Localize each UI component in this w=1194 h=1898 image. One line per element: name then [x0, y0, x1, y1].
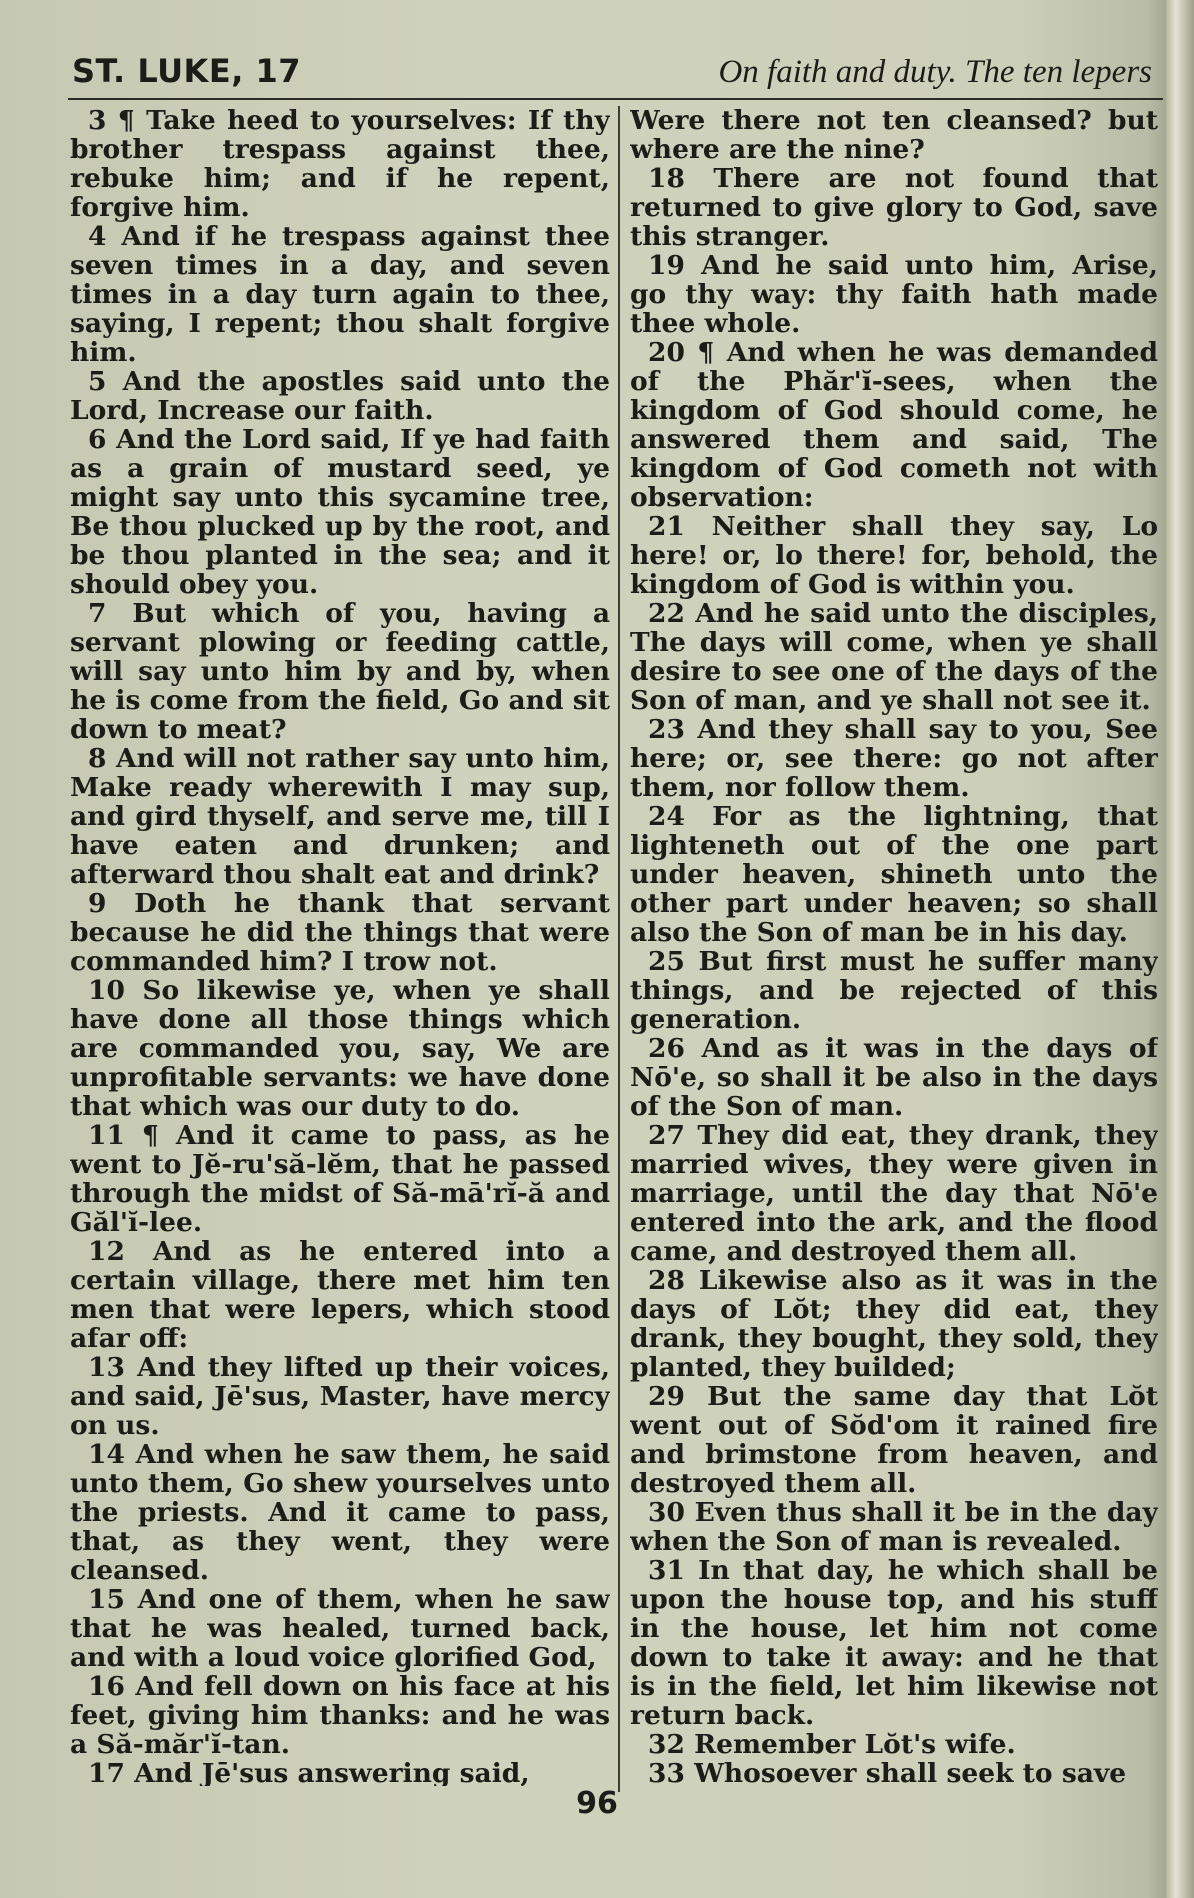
verse-text: Even thus shall it be in the day when the Son of man is revealed.: [630, 1497, 1158, 1557]
verse-number: 9: [88, 888, 107, 919]
verse: [70, 1759, 610, 1786]
verse: [630, 251, 1158, 338]
verse: [630, 1730, 1158, 1759]
verse: [630, 164, 1158, 251]
verse-text: ¶ And it came to pass, as he went to Jĕ-ru'să-lĕm, that he passed through the midst of Să-mā'rĭ-ă and Găl'ĭ-lee.: [70, 1120, 610, 1238]
verse-text: And as he entered into a certain village, there met him ten men that were lepers, which stood afar off:: [70, 1236, 610, 1354]
verse-text: There are not found that returned to give glory to God, save this stranger.: [630, 163, 1158, 252]
verse-text: And Jē'sus answering said,: [134, 1758, 530, 1786]
verse-number: 4: [88, 221, 107, 252]
verse-number: 11: [88, 1120, 125, 1151]
verse: [70, 889, 610, 976]
verse-number: 8: [88, 743, 107, 774]
verse-number: 19: [648, 250, 685, 281]
book-spine-edge: [1166, 0, 1194, 1898]
verse-text: ¶ And when he was demanded of the Phăr'ĭ-sees, when the kingdom of God should come, he answered them and said, The kingdom of God cometh not with observation:: [630, 337, 1158, 513]
verse-number: 14: [88, 1439, 125, 1470]
verse-number: 31: [648, 1555, 685, 1586]
verse-number: 21: [648, 511, 685, 542]
verse: [630, 1121, 1158, 1266]
verse: [630, 599, 1158, 715]
verse: [630, 715, 1158, 802]
verse-number: 16: [88, 1671, 125, 1702]
verse-number: 5: [88, 366, 107, 397]
verse: [630, 1759, 1158, 1786]
verse-number: 25: [648, 946, 685, 977]
verse-text: And the Lord said, If ye had faith as a grain of mustard seed, ye might say unto this sycamine tree, Be thou plucked up by the root, and be thou planted in the sea; and it should obey you.: [70, 424, 610, 600]
verse-text: And the apostles said unto the Lord, Increase our faith.: [70, 366, 610, 426]
verse-number: 20: [648, 337, 685, 368]
verse: [70, 976, 610, 1121]
verse-text: For as the lightning, that lighteneth out of the one part under heaven, shineth unto the other part under heaven; so shall also the Son of man be in his day.: [630, 801, 1158, 948]
verse-text: Doth he thank that servant because he did the things that were commanded him? I trow not.: [70, 888, 610, 977]
verse: [630, 947, 1158, 1034]
verse-number: 32: [648, 1729, 685, 1760]
book-chapter-heading: ST. LUKE, 17: [72, 52, 302, 90]
verse: [630, 1266, 1158, 1382]
verse: [70, 744, 610, 889]
verse-number: 26: [648, 1033, 685, 1064]
verse-text: And they shall say to you, See here; or, see there: go not after them, nor follow them.: [630, 714, 1158, 803]
verse: [70, 1585, 610, 1672]
column-divider: [618, 106, 620, 1792]
verse-number: 30: [648, 1497, 685, 1528]
verse-number: 28: [648, 1265, 685, 1296]
verse-number: 15: [88, 1584, 125, 1615]
verse-text: And when he saw them, he said unto them, Go shew yourselves unto the priests. And it came to pass, that, as they went, they were cleansed.: [70, 1439, 610, 1586]
verse-text: ¶ Take heed to yourselves: If thy brother trespass against thee, rebuke him; and if he repent, forgive him.: [70, 106, 610, 223]
verse: [70, 425, 610, 599]
verse-text: In that day, he which shall be upon the house top, and his stuff in the house, let him not come down to take it away: and he that is in the field, let him likewise not return back.: [630, 1555, 1158, 1731]
verse: [630, 1498, 1158, 1556]
verse: [630, 1034, 1158, 1121]
verse: [630, 1556, 1158, 1730]
verse-text: But the same day that Lŏt went out of Sŏd'om it rained fire and brimstone from heaven, and destroyed them all.: [630, 1381, 1158, 1499]
verse-text: But which of you, having a servant plowing or feeding cattle, will say unto him by and by, when he is come from the field, Go and sit down to meat?: [70, 598, 610, 745]
verse-number: 22: [648, 598, 685, 629]
verse-number: 24: [648, 801, 685, 832]
verse-text: Neither shall they say, Lo here! or, lo there! for, behold, the kingdom of God is within you.: [630, 511, 1158, 600]
verse-number: 27: [648, 1120, 685, 1151]
verse-number: 12: [88, 1236, 125, 1267]
verse: [630, 338, 1158, 512]
header-rule: [68, 98, 1163, 100]
verse-text: And fell down on his face at his feet, giving him thanks: and he was a Să-măr'ĭ-tan.: [70, 1671, 610, 1760]
verse-text: Remember Lŏt's wife.: [694, 1729, 1016, 1760]
verse: [630, 802, 1158, 947]
verse: [70, 106, 610, 222]
verse: [630, 106, 1158, 164]
verse: [70, 1353, 610, 1440]
verse-text: And as it was in the days of Nō'e, so shall it be also in the days of the Son of man.: [630, 1033, 1158, 1122]
verse-text: And if he trespass against thee seven times in a day, and seven times in a day turn again to thee, saying, I repent; thou shalt forgive him.: [70, 221, 610, 368]
right-column: [630, 106, 1158, 1786]
verse-text: And one of them, when he saw that he was healed, turned back, and with a loud voice glorified God,: [70, 1584, 610, 1673]
verse: [70, 1121, 610, 1237]
verse-text: And they lifted up their voices, and said, Jē'sus, Master, have mercy on us.: [70, 1352, 610, 1441]
left-column: [70, 106, 610, 1786]
verse-text: And he said unto him, Arise, go thy way: thy faith hath made thee whole.: [630, 250, 1158, 339]
verse-text: Were there not ten cleansed? but where are the nine?: [630, 106, 1158, 165]
verse-number: 33: [648, 1758, 685, 1786]
verse-number: 7: [88, 598, 107, 629]
verse-number: 13: [88, 1352, 125, 1383]
verse: [70, 599, 610, 744]
topic-heading: On faith and duty. The ten lepers: [718, 54, 1152, 90]
page-header: [72, 52, 1160, 96]
verse: [630, 512, 1158, 599]
verse-text: But first must he suffer many things, and be rejected of this generation.: [630, 946, 1158, 1035]
verse: [70, 1672, 610, 1759]
verse-number: 3: [88, 106, 107, 136]
verse: [70, 222, 610, 367]
page-number: 96: [576, 1786, 618, 1821]
verse-number: 10: [88, 975, 125, 1006]
verse-text: And he said unto the disciples, The days will come, when ye shall desire to see one of the days of the Son of man, and ye shall not see it.: [630, 598, 1158, 716]
verse: [630, 1382, 1158, 1498]
verse-text: Likewise also as it was in the days of Lŏt; they did eat, they drank, they bought, they sold, they planted, they builded;: [630, 1265, 1158, 1383]
verse: [70, 1440, 610, 1585]
verse-text: So likewise ye, when ye shall have done all those things which are commanded you, say, We are unprofitable servants: we have done that which was our duty to do.: [70, 975, 610, 1122]
verse-text: They did eat, they drank, they married wives, they were given in marriage, until the day that Nō'e entered into the ark, and the flood came, and destroyed them all.: [630, 1120, 1158, 1267]
verse: [70, 1237, 610, 1353]
verse-number: 23: [648, 714, 685, 745]
verse: [70, 367, 610, 425]
verse-number: 17: [88, 1758, 125, 1786]
verse-number: 29: [648, 1381, 685, 1412]
verse-number: 18: [648, 163, 685, 194]
verse-number: 6: [88, 424, 107, 455]
verse-text: And will not rather say unto him, Make ready wherewith I may sup, and gird thyself, and serve me, till I have eaten and drunken; and afterward thou shalt eat and drink?: [70, 743, 610, 890]
verse-text: Whosoever shall seek to save: [694, 1758, 1127, 1786]
